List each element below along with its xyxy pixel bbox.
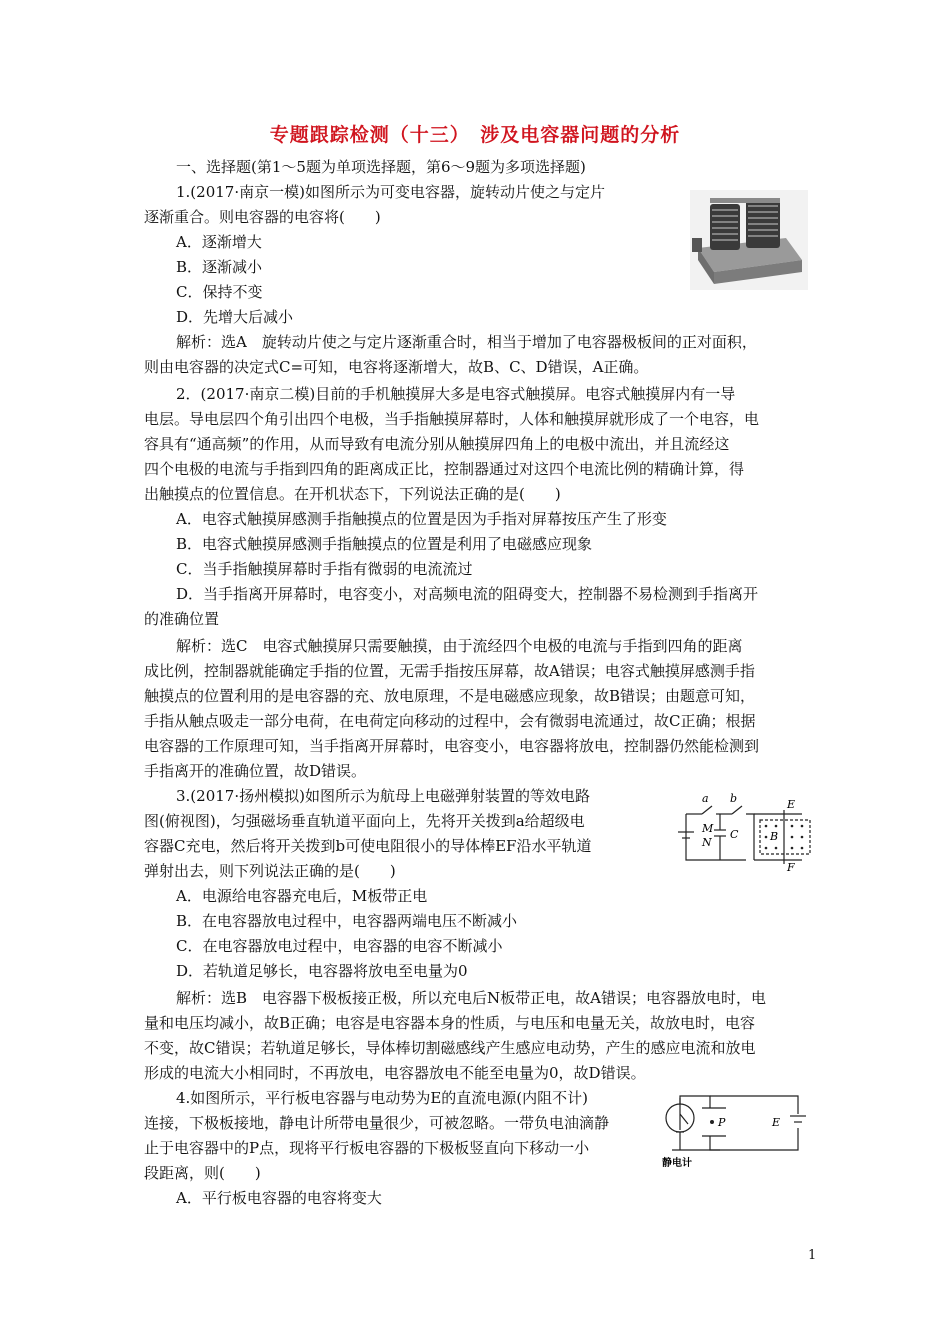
rod-label-e: E xyxy=(787,798,796,811)
q1-analysis-line: 解析：选A 旋转动片使之与定片逐渐重合时，相当于增加了电容器极板间的正对面积， xyxy=(176,333,757,351)
q3-analysis-line: 不变，故C错误；若轨道足够长，导体棒切割磁感线产生感应电动势，产生的感应电流和放电 xyxy=(144,1039,756,1057)
q2-analysis-line: 解析：选C 电容式触摸屏只需要触摸，由于流经四个电极的电流与手指到四角的距离 xyxy=(176,637,743,655)
q3-option: B．在电容器放电过程中，电容器两端电压不断减小 xyxy=(176,912,518,930)
q3-option: A．电源给电容器充电后，M板带正电 xyxy=(176,887,428,905)
capacitor-label-c: C xyxy=(730,828,739,841)
q3-stem-line: 3.(2017·扬州模拟)如图所示为航母上电磁弹射装置的等效电路 xyxy=(176,787,590,805)
q3-stem-line: 弹射出去，则下列说法正确的是( ) xyxy=(144,862,396,880)
q1-stem-line: 1.(2017·南京一模)如图所示为可变电容器，旋转动片使之与定片 xyxy=(176,183,605,201)
point-label-p: P xyxy=(718,1116,726,1129)
rod-label-f: F xyxy=(787,861,795,872)
electrometer-caption: 静电计 xyxy=(662,1158,692,1169)
plate-label-m: M xyxy=(702,822,714,835)
q2-stem-line: 四个电极的电流与手指到四角的距离成正比，控制器通过对这四个电流比例的精确计算，得 xyxy=(144,460,745,478)
field-label-b: B xyxy=(770,830,779,843)
q1-analysis-line: 则由电容器的决定式C=可知，电容将逐渐增大，故B、C、D错误，A正确。 xyxy=(144,358,649,376)
q3-option: D．若轨道足够长，电容器将放电至电量为0 xyxy=(176,962,468,980)
q3-analysis-line: 量和电压均减小，故B正确；电容是电容器本身的性质，与电压和电量无关，故放电时，电容 xyxy=(144,1014,756,1032)
q2-option: D．当手指离开屏幕时，电容变小，对高频电流的阻碍变大，控制器不易检测到手指离开 xyxy=(176,585,759,603)
q4-stem-line: 4.如图所示，平行板电容器与电动势为E的直流电源(内阻不计) xyxy=(176,1089,588,1107)
q1-stem-line: 逐渐重合。则电容器的电容将( ) xyxy=(144,208,381,226)
q3-analysis-line: 形成的电流大小相同时，不再放电，电容器放电不能至电量为0，故D错误。 xyxy=(144,1064,646,1082)
q2-analysis-line: 触摸点的位置利用的是电容器的充、放电原理，不是电磁感应现象，故B错误；由题意可知， xyxy=(144,687,756,705)
q2-analysis-line: 成比例，控制器就能确定手指的位置，无需手指按压屏幕，故A错误；电容式触摸屏感测手指 xyxy=(144,662,755,680)
switch-label-a: a xyxy=(702,792,709,805)
q2-option: B．电容式触摸屏感测手指触摸点的位置是利用了电磁感应现象 xyxy=(176,535,593,553)
q2-option: A．电容式触摸屏感测手指触摸点的位置是因为手指对屏幕按压产生了形变 xyxy=(176,510,667,528)
q3-analysis-line: 解析：选B 电容器下极板接正极，所以充电后N板带正电，故A错误；电容器放电时，电 xyxy=(176,989,766,1007)
q2-option: C．当手指触摸屏幕时手指有微弱的电流流过 xyxy=(176,560,473,578)
q1-option: A．逐渐增大 xyxy=(176,233,262,251)
page-title: 专题跟踪检测（十三） 涉及电容器问题的分析 xyxy=(269,124,681,146)
q2-analysis-line: 电容器的工作原理可知，当手指离开屏幕时，电容变小，电容器将放电，控制器仍然能检测到 xyxy=(144,737,760,755)
section-heading: 一、选择题(第1～5题为单项选择题，第6～9题为多项选择题) xyxy=(176,158,586,176)
q1-option: B．逐渐减小 xyxy=(176,258,263,276)
electrometer-circuit-figure xyxy=(660,1092,810,1172)
ejection-circuit-figure xyxy=(672,790,812,872)
q2-analysis-line: 手指从触点吸走一部分电荷，在电荷定向移动的过程中，会有微弱电流通过，故C正确；根据 xyxy=(144,712,756,730)
q2-option: 的准确位置 xyxy=(144,610,220,628)
q4-option: A．平行板电容器的电容将变大 xyxy=(176,1189,382,1207)
source-label-e: E xyxy=(772,1116,781,1129)
variable-capacitor-figure xyxy=(690,190,808,290)
q4-stem-line: 连接，下极板接地，静电计所带电量很少，可被忽略。一带负电油滴静 xyxy=(144,1114,610,1132)
q2-stem-line: 2．(2017·南京二模)目前的手机触摸屏大多是电容式触摸屏。电容式触摸屏内有一导 xyxy=(176,385,736,403)
switch-label-b: b xyxy=(730,792,738,805)
q3-option: C．在电容器放电过程中，电容器的电容不断减小 xyxy=(176,937,503,955)
q3-stem-line: 图(俯视图)，匀强磁场垂直轨道平面向上，先将开关拨到a给超级电 xyxy=(144,812,585,830)
q4-stem-line: 止于电容器中的P点，现将平行板电容器的下极板竖直向下移动一小 xyxy=(144,1139,590,1157)
q3-stem-line: 容器C充电，然后将开关拨到b可使电阻很小的导体棒EF沿水平轨道 xyxy=(144,837,592,855)
q1-option: C．保持不变 xyxy=(176,283,263,301)
q2-stem-line: 出触摸点的位置信息。在开机状态下，下列说法正确的是( ) xyxy=(144,485,561,503)
q1-option: D．先增大后减小 xyxy=(176,308,294,326)
q2-analysis-line: 手指离开的准确位置，故D错误。 xyxy=(144,762,367,780)
q2-stem-line: 电层。导电层四个角引出四个电极，当手指触摸屏幕时，人体和触摸屏就形成了一个电容，电 xyxy=(144,410,760,428)
plate-label-n: N xyxy=(702,836,712,849)
page-number: 1 xyxy=(808,1248,817,1263)
q2-stem-line: 容具有“通高频”的作用，从而导致有电流分别从触摸屏四角上的电极中流出，并且流经这 xyxy=(144,435,730,453)
q4-stem-line: 段距离，则( ) xyxy=(144,1164,261,1182)
